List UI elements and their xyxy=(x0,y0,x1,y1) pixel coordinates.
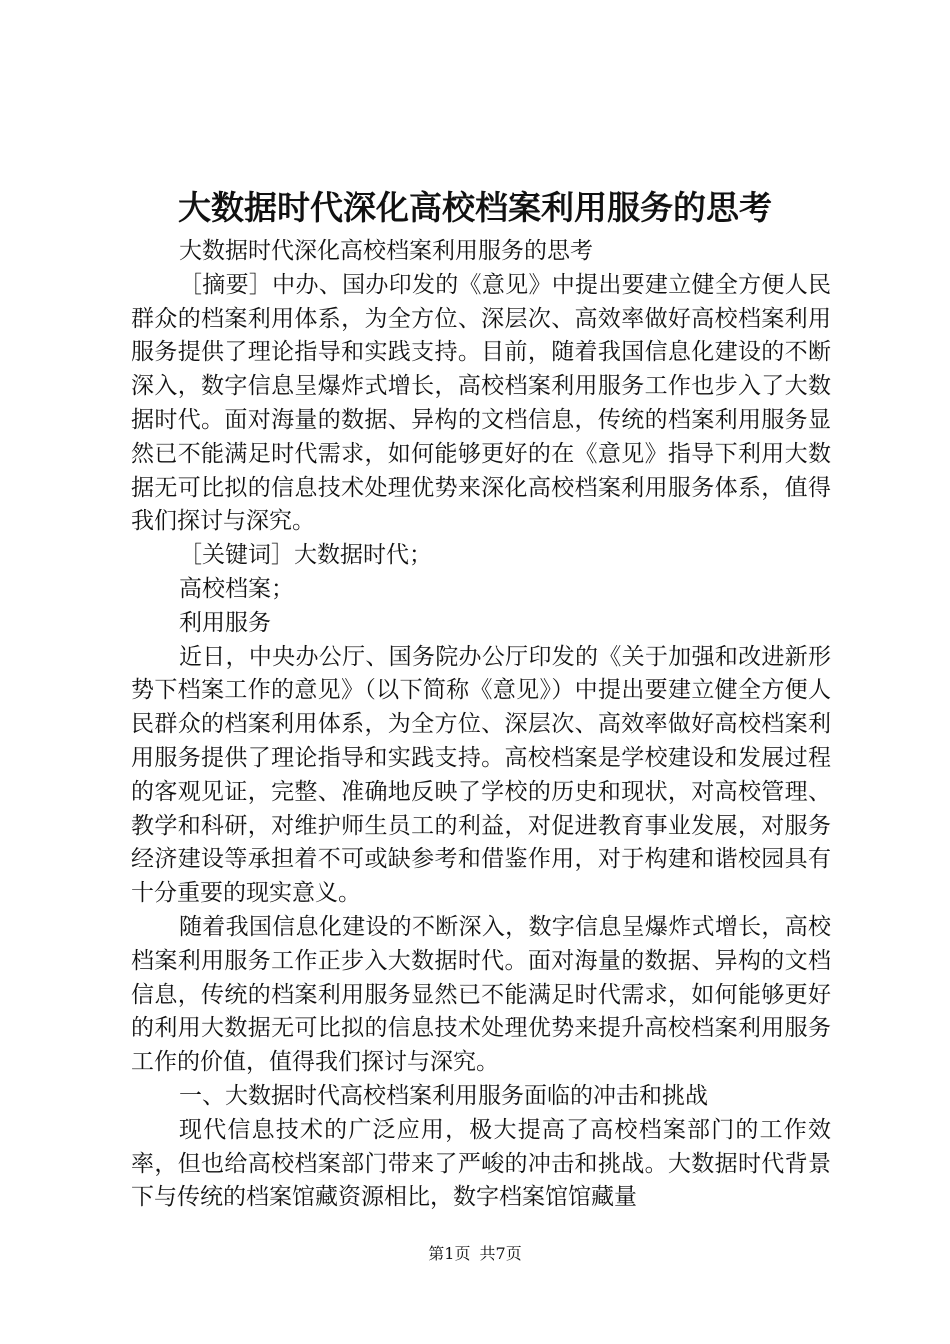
paragraph-abstract: ［摘要］中办、国办印发的《意见》中提出要建立健全方便人民群众的档案利用体系，为全方位、深层次、高效率做好高校档案利用服务提供了理论指导和实践支持。目前，随着我国信息化建设的不断深入，数字信息呈爆炸式增长，高校档案利用服务工作也步入了大数据时代。面对海量的数据、异构的文档信息，传统的档案利用服务显然已不能满足时代需求，如何能够更好的在《意见》指导下利用大数据无可比拟的信息技术处理优势来深化高校档案利用服务体系，值得我们探讨与深究。 xyxy=(131,271,831,535)
paragraph-body-2: 随着我国信息化建设的不断深入，数字信息呈爆炸式增长，高校档案利用服务工作正步入大数据时代。面对海量的数据、异构的文档信息，传统的档案利用服务显然已不能满足时代需求，如何能够更好的利用大数据无可比拟的信息技术处理优势来提升高校档案利用服务工作的价值，值得我们探讨与深究。 xyxy=(131,913,831,1076)
page-total: 共7页 xyxy=(479,1244,522,1263)
document-title: 大数据时代深化高校档案利用服务的思考 xyxy=(178,188,772,227)
paragraph-body-3: 现代信息技术的广泛应用，极大提高了高校档案部门的工作效率，但也给高校档案部门带来了严峻的冲击和挑战。大数据时代背景下与传统的档案馆藏资源相比，数字档案馆馆藏量 xyxy=(131,1116,831,1211)
page-footer xyxy=(0,1244,950,1264)
page-number: 第1页 xyxy=(428,1244,471,1263)
paragraph-keyword-3: 利用服务 xyxy=(179,609,271,636)
paragraph-keywords: ［关键词］大数据时代； xyxy=(179,542,432,569)
paragraph-body-1: 近日，中央办公厅、国务院办公厅印发的《关于加强和改进新形势下档案工作的意见》（以下简称《意见》）中提出要建立健全方便人民群众的档案利用体系，为全方位、深层次、高效率做好高校档案利用服务提供了理论指导和实践支持。高校档案是学校建设和发展过程的客观见证，完整、准确地反映了学校的历史和现状，对高校管理、教学和科研，对维护师生员工的利益，对促进教育事业发展，对服务经济建设等承担着不可或缺参考和借鉴作用，对于构建和谐校园具有十分重要的现实意义。 xyxy=(131,643,831,907)
paragraph-keyword-2: 高校档案； xyxy=(179,575,294,602)
section-heading-1: 一、大数据时代高校档案利用服务面临的冲击和挑战 xyxy=(179,1082,708,1109)
document-body xyxy=(131,235,831,1215)
paragraph-subtitle: 大数据时代深化高校档案利用服务的思考 xyxy=(179,238,593,264)
